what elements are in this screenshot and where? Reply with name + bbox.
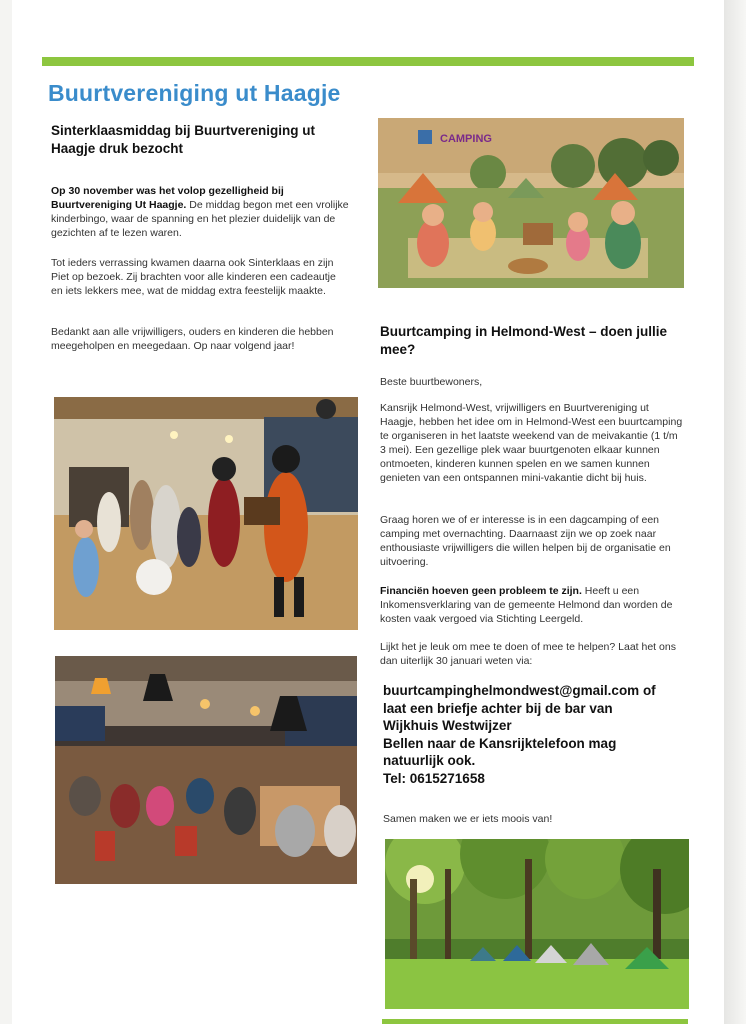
contact-phone-line[interactable]: Tel: 0615271658 — [383, 770, 485, 786]
article1-paragraph-2: Tot ieders verrassing kwamen daarna ook Sinterklaas en zijn Piet op bezoek. Zij brachten voor alle kinderen een cadeautje en iets lekkers mee, wat de middag extra feestelijk maakte. — [51, 257, 336, 297]
article2-greeting: Beste buurtbewoners, — [380, 376, 483, 388]
article2-paragraph-2: Graag horen we of er interesse is in een dagcamping of een camping met overnachting. Daarnaast zijn we op zoek naar enthousiaste vrijwilligers die willen helpen bij de organisatie en uitvoering. — [380, 514, 671, 568]
contact-block — [383, 682, 703, 787]
community-hall-photo — [55, 656, 357, 884]
article2-paragraph-4: Lijkt het je leuk om mee te doen of mee te helpen? Laat het ons dan uiterlijk 30 januari weten via: — [380, 641, 676, 667]
contact-line-2: laat een briefje achter bij de bar van — [383, 700, 613, 716]
contact-email-line[interactable]: buurtcampinghelmondwest@gmail.com of — [383, 683, 656, 698]
article2-paragraph-3-text: Heeft u een Inkomensverklaring van de gemeente Helmond dan worden de kosten vaak vergoed via Stichting Leergeld. — [380, 585, 673, 625]
contact-line-3: Wijkhuis Westwijzer — [383, 718, 512, 733]
article1-paragraph-1 — [51, 184, 357, 240]
article1-paragraph-1-text: De middag begon met een vrolijke kinderbingo, waar de spanning en het plezier duidelijk van de gezichten af te lezen waren. — [51, 199, 349, 239]
contact-line-5: natuurlijk ook. — [383, 753, 476, 768]
article1-paragraph-3: Bedankt aan alle vrijwilligers, ouders en kinderen die hebben meegeholpen en meegedaan. Op naar volgend jaar! — [51, 326, 334, 352]
poster-camping-sign: CAMPING — [440, 133, 492, 145]
article1-paragraph-1-bold: Op 30 november was het volop gezelligheid bij Buurtvereniging Ut Haagje. — [51, 185, 284, 211]
article2-paragraph-3 — [380, 584, 686, 626]
article2-closing: Samen maken we er iets moois van! — [383, 813, 553, 825]
sinterklaas-visit-photo — [54, 397, 358, 630]
page-title: Buurtvereniging ut Haagje — [48, 80, 341, 106]
article1-headline: Sinterklaasmiddag bij Buurtvereniging ut Haagje druk bezocht — [51, 123, 316, 156]
camping-poster-photo — [378, 118, 684, 288]
article2-paragraph-3-bold: Financiën hoeven geen probleem te zijn. — [380, 585, 582, 597]
article2-paragraph-1: Kansrijk Helmond-West, vrijwilligers en Buurtvereniging ut Haagje, hebben het idee om in Helmond-West een buurtcamping te organiseren in het laatste weekend van de meivakantie (1 t/m 3 mei). Een gezellige plek waar buurtgenoten elkaar kunnen ontmoeten, kinderen kunnen spelen en we samen kunnen genieten van een ontspannen mini-vakantie dicht bij huis. — [380, 402, 683, 484]
campsite-forest-photo — [385, 839, 689, 1009]
article2-headline: Buurtcamping in Helmond-West – doen jullie mee? — [380, 324, 668, 357]
page-edge-shadow — [724, 0, 746, 1024]
contact-line-4: Bellen naar de Kansrijktelefoon mag — [383, 735, 617, 751]
footer-accent-bar — [382, 1019, 688, 1024]
header-accent-bar — [42, 57, 694, 66]
